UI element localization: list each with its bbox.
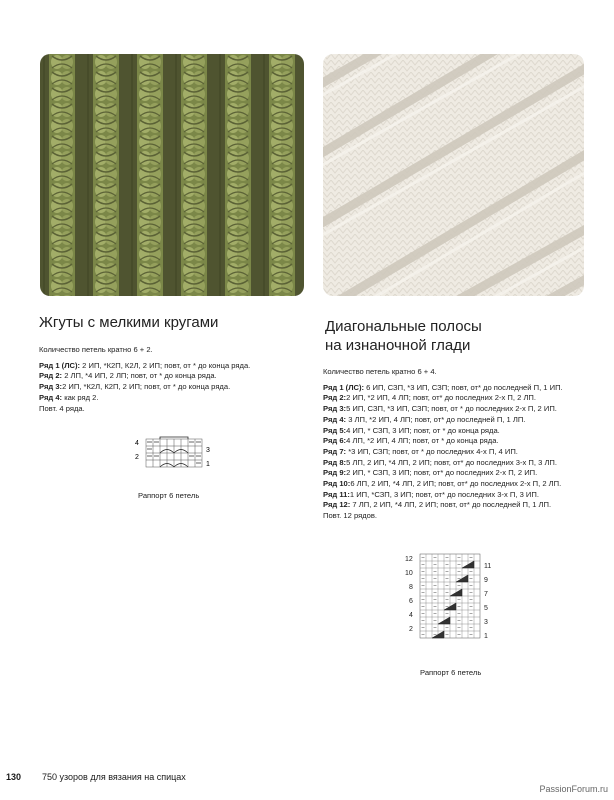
chart-row-number: 1 <box>484 633 488 640</box>
chart-row-number: 11 <box>484 563 492 570</box>
stitch-count: Количество петель кратно 6 + 4. <box>323 367 437 376</box>
instruction-row: Ряд 12: 7 ЛП, 2 ИП, *4 ЛП, 2 ИП; повт, от* до последней П, 1 ЛП. <box>323 500 552 510</box>
white-diagonal-knit-photo <box>323 54 584 296</box>
chart-row-number: 4 <box>135 440 139 447</box>
chart-grid <box>134 435 214 475</box>
chart-row-number: 10 <box>405 570 413 577</box>
instruction-row: Ряд 4: как ряд 2. <box>39 392 99 402</box>
chart-row-number: 2 <box>135 454 139 461</box>
white-diagonal-knit-image <box>323 54 584 296</box>
instruction-row: Ряд 3:2 ИП, *К2Л, К2П, 2 ИП; повт, от * до конца ряда. <box>39 382 231 392</box>
instruction-row: Ряд 10:6 ЛП, 2 ИП, *4 ЛП, 2 ИП; повт, от* до последних 2-х П, 2 ЛП. <box>323 479 562 489</box>
stitch-count: Количество петель кратно 6 + 2. <box>39 345 153 354</box>
watermark: PassionForum.ru <box>539 784 608 794</box>
instruction-row: Ряд 2: 2 ЛП, *4 ИП, 2 ЛП; повт, от * до конца ряда. <box>39 371 217 381</box>
green-cable-knit-image <box>40 54 304 296</box>
repeat-caption-diagonal: Раппорт 6 петель <box>420 668 482 677</box>
chart-row-number: 8 <box>409 584 413 591</box>
instructions-cables <box>39 345 250 414</box>
pattern-title-line-2: на изнаночной глади <box>325 337 471 354</box>
knitting-chart-cables <box>134 435 214 475</box>
instruction-row: Ряд 7: *3 ИП, СЗП; повт, от * до последних 4-х П, 4 ИП. <box>323 446 518 456</box>
instruction-row: Ряд 3:5 ИП, СЗП, *3 ИП, СЗП; повт, от * до последних 2-х П, 2 ИП. <box>323 404 557 414</box>
repeat-note: Повт. 4 ряда. <box>39 403 85 413</box>
instruction-row: Ряд 5:4 ИП, * СЗП, 3 ИП; повт, от * до конца ряда. <box>323 425 500 435</box>
pattern-title-cables: Жгуты с мелкими кругами <box>39 314 219 331</box>
pattern-title-line-1: Диагональные полосы <box>325 318 482 335</box>
repeat-caption-cables: Раппорт 6 петель <box>138 491 200 500</box>
repeat-note: Повт. 12 рядов. <box>323 511 378 521</box>
instruction-row: Ряд 1 (ЛС): 2 ИП, *К2П, К2Л, 2 ИП; повт, от * до конца ряда. <box>39 360 251 370</box>
chart-row-number: 5 <box>484 605 488 612</box>
chart-row-number: 1 <box>206 461 210 468</box>
pattern-title-diagonal <box>325 317 482 355</box>
chart-row-number: 2 <box>409 626 413 633</box>
chart-row-number: 9 <box>484 577 488 584</box>
green-cable-knit-photo <box>40 54 304 296</box>
chart-row-number: 7 <box>484 591 488 598</box>
instructions-diagonal <box>323 367 563 522</box>
instruction-row: Ряд 6:4 ЛП, *2 ИП, 4 ЛП; повт, от * до конца ряда. <box>323 436 499 446</box>
chart-row-number: 6 <box>409 598 413 605</box>
chart-grid <box>404 552 496 648</box>
page-number: 130 <box>6 772 22 782</box>
chart-row-number: 3 <box>206 447 210 454</box>
instruction-row: Ряд 2:2 ИП, *2 ИП, 4 ЛП; повт, от* до последних 2-х П, 2 ЛП. <box>323 393 536 403</box>
chart-row-number: 4 <box>409 612 413 619</box>
instruction-row: Ряд 4: 3 ЛП, *2 ИП, 4 ЛП; повт, от* до последней П, 1 ЛП. <box>323 414 526 424</box>
chart-row-number: 3 <box>484 619 488 626</box>
instruction-row: Ряд 8:5 ЛП, 2 ИП, *4 ЛП, 2 ИП; повт, от* до последних 3-х П, 3 ЛП. <box>323 457 557 467</box>
instruction-row: Ряд 11:1 ИП, *СЗП, 3 ИП; повт, от* до последних 3-х П, 3 ИП. <box>323 489 539 499</box>
instruction-row: Ряд 1 (ЛС): 6 ИП, СЗП, *3 ИП, СЗП; повт, от* до последней П, 1 ИП. <box>323 382 563 392</box>
instruction-row: Ряд 9:2 ИП, * СЗП, 3 ИП; повт, от* до последних 2-х П, 2 ИП. <box>323 468 538 478</box>
book-title: 750 узоров для вязания на спицах <box>42 772 186 782</box>
chart-row-number: 12 <box>405 556 413 563</box>
knitting-chart-diagonal <box>404 552 496 648</box>
